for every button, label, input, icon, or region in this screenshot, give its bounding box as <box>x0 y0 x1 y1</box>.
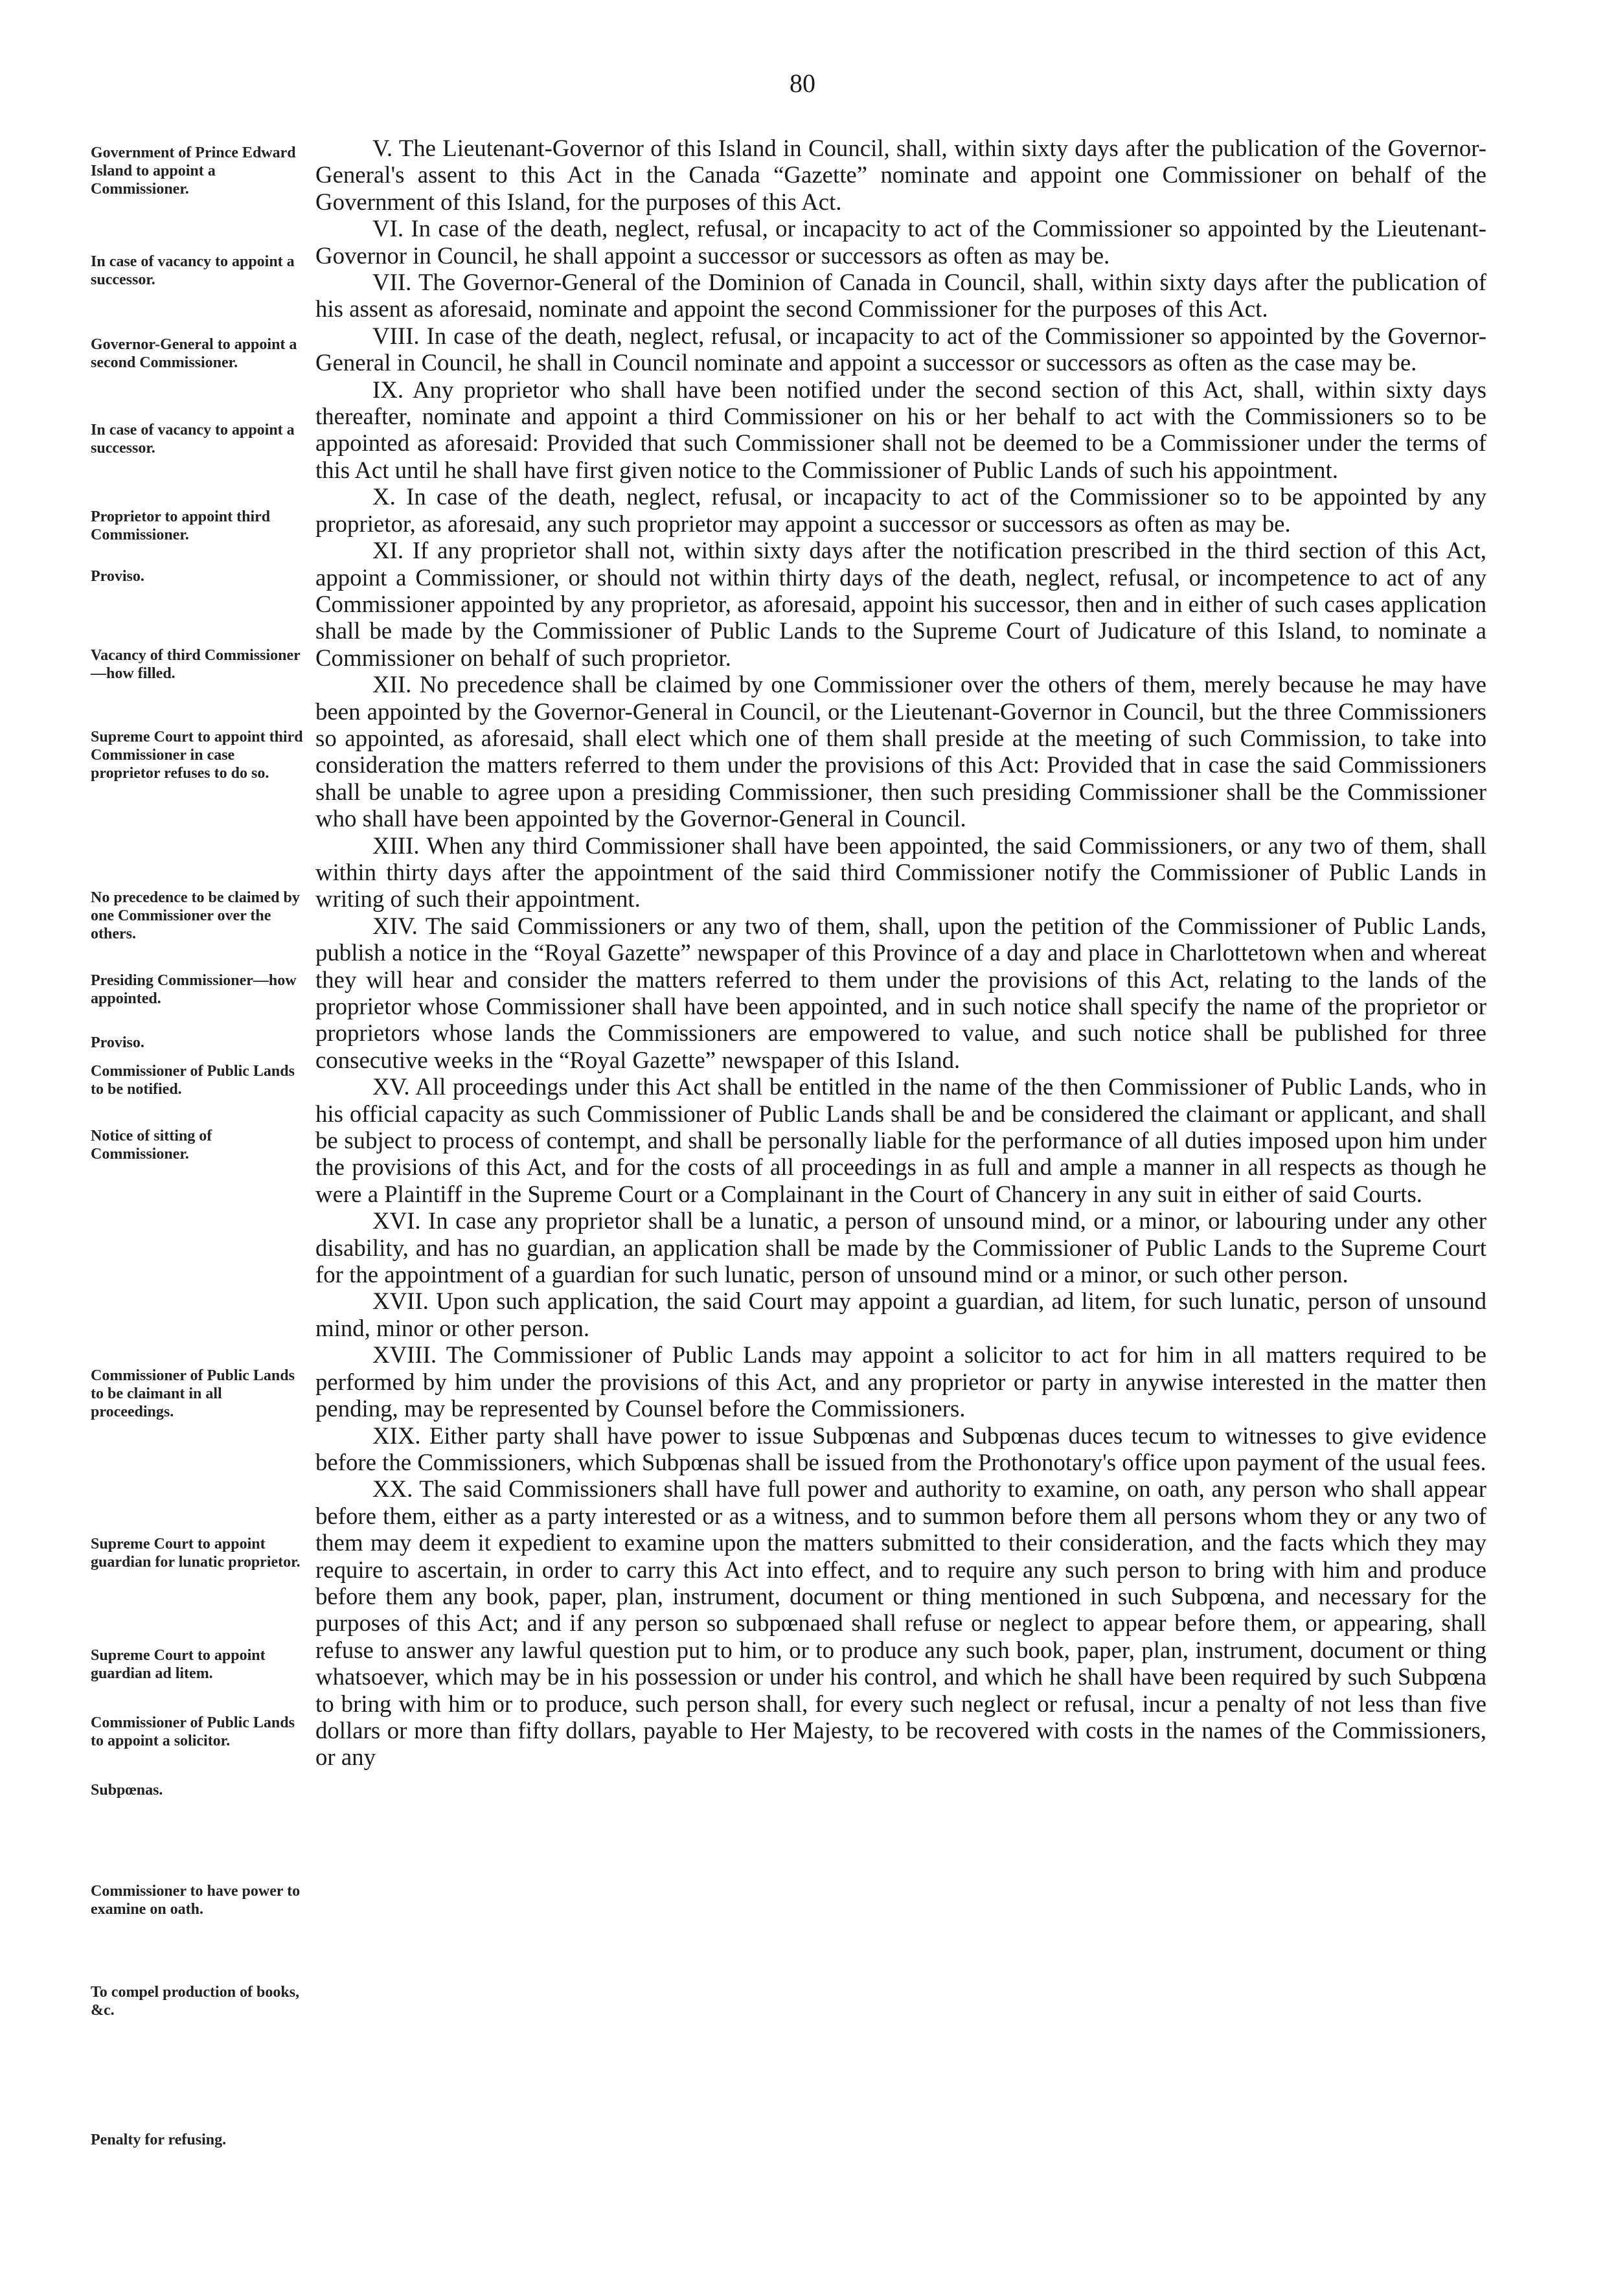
sidenote-claimant: Commissioner of Public Lands to be claimant in all proceedings. <box>91 1367 295 1420</box>
sidenote-governor-general-second: Governor-General to appoint a second Commissioner. <box>91 336 297 371</box>
section-xi: XI. If any proprietor shall not, within sixty days after the notification prescribed in the third section of this Act, appoint a Commissioner, or should not within thirty days of the death, neglect, refusal, or incompetence to act of any Commissioner appointed by any proprietor, as aforesaid, appoint his successor, then and in either of such cases application shall be made by the Commissioner of Public Lands to the Supreme Court of Judicature of this Island, to nominate a Commissioner on behalf of such proprietor. <box>315 537 1486 671</box>
sidenote-proviso: Proviso. <box>91 568 144 585</box>
sidenote-supreme-court-third: Supreme Court to appoint third Commissioner in case proprietor refuses to do so. <box>91 729 303 782</box>
page-number: 80 <box>790 69 815 98</box>
sidenote-penalty: Penalty for refusing. <box>91 2131 227 2148</box>
section-xvi: XVI. In case any proprietor shall be a lunatic, a person of unsound mind, or a minor, or labouring under any other disability, and has no guardian, an application shall be made by the Commissioner of Public Lands to the Supreme Court for the appointment of a guardian for such lunatic, person of unsound mind or a minor, or such other person. <box>315 1207 1486 1288</box>
sidenote-presiding-commissioner: Presiding Commissioner—how appointed. <box>91 972 297 1007</box>
section-xiii: XIII. When any third Commissioner shall have been appointed, the said Commissioners, or any two of them, shall within thirty days after the appointment of the said third Commissioner notify the Commissioner of Public Lands in writing of such their appointment. <box>315 832 1486 913</box>
section-xvii: XVII. Upon such application, the said Court may appoint a guardian, ad litem, for such lunatic, person of unsound mind, minor or other person. <box>315 1288 1486 1341</box>
section-xviii: XVIII. The Commissioner of Public Lands may appoint a solicitor to act for him in all matters required to be performed by him under the provisions of this Act, and any proprietor or party in anywise interested in the matter then pending, may be represented by Counsel before the Commissioners. <box>315 1341 1486 1422</box>
sidenote-no-precedence: No precedence to be claimed by one Commissioner over the others. <box>91 889 300 942</box>
sidenote-vacancy-successor: In case of vacancy to appoint a successor. <box>91 253 295 288</box>
body-text <box>315 135 1486 2272</box>
section-vi: VI. In case of the death, neglect, refusal, or incapacity to act of the Commissioner so appointed by the Lieutenant-Governor in Council, he shall appoint a successor or successors as often as may be. <box>315 215 1486 269</box>
section-viii: VIII. In case of the death, neglect, refusal, or incapacity to act of the Commissioner so appointed by the Governor-General in Council, he shall in Council nominate and appoint a successor or successors as often as the case may be. <box>315 322 1486 376</box>
section-vii: VII. The Governor-General of the Dominion of Canada in Council, shall, within sixty days after the publication of his assent as aforesaid, nominate and appoint the second Commissioner for the purposes of this Act. <box>315 269 1486 323</box>
section-xii: XII. No precedence shall be claimed by one Commissioner over the others of them, merely because he may have been appointed by the Governor-General in Council, or the Lieutenant-Governor in Council, but the three Commissioners so appointed, as aforesaid, shall elect which one of them shall preside at the meeting of such Commission, to take into consideration the matters referred to them under the provisions of this Act: Provided that in case the said Commissioners shall be unable to agree upon a presiding Commissioner, then such presiding Commissioner shall be the Commissioner who shall have been appointed by the Governor-General in Council. <box>315 671 1486 832</box>
section-ix: IX. Any proprietor who shall have been notified under the second section of this Act, shall, within sixty days thereafter, nominate and appoint a third Commissioner on his or her behalf to act with the Commissioners so to be appointed as aforesaid: Provided that such Commissioner shall not be deemed to be a Commissioner under the terms of this Act until he shall have first given notice to the Commissioner of Public Lands of such his appointment. <box>315 376 1486 483</box>
section-v: V. The Lieutenant-Governor of this Island in Council, shall, within sixty days after the publication of the Governor-General's assent to this Act in the Canada “Gazette” nominate and appoint one Commissioner on behalf of the Government of this Island, for the purposes of this Act. <box>315 135 1486 215</box>
section-xix: XIX. Either party shall have power to issue Subpœnas and Subpœnas duces tecum to witnesses to give evidence before the Commissioners, which Subpœnas shall be issued from the Prothonotary's office upon payment of the usual fees. <box>315 1422 1486 1475</box>
section-xx: XX. The said Commissioners shall have full power and authority to examine, on oath, any person who shall appear before them, either as a party interested or as a witness, and to summon before them all persons whom they or any two of them may deem it expedient to examine upon the matters submitted to their consideration, and the facts which they may require to ascertain, in order to carry this Act into effect, and to require any such person to bring with him and produce before them any book, paper, plan, instrument, document or thing mentioned in such Subpœna, and necessary for the purposes of this Act; and if any person so subpœnaed shall refuse or neglect to appear before them, or appearing, shall refuse to answer any lawful question put to him, or to produce any such book, paper, plan, instrument, document or thing whatsoever, which may be in his possession or under his control, and which he shall have been required by such Subpœna to bring with him or to produce, such person shall, for every such neglect or refusal, incur a penalty of not less than five dollars or more than fifty dollars, payable to Her Majesty, to be recovered with costs in the names of the Commissioners, or any <box>315 1475 1486 1771</box>
sidenote-guardian-lunatic: Supreme Court to appoint guardian for lunatic proprietor. <box>91 1536 301 1571</box>
sidenote-examine-oath: Commissioner to have power to examine on oath. <box>91 1883 301 1918</box>
sidenote-proprietor-third: Proprietor to appoint third Commissioner. <box>91 508 271 543</box>
sidenote-government-pei: Government of Prince Edward Island to appoint a Commissioner. <box>91 144 296 198</box>
sidenote-notice-sitting: Notice of sitting of Commissioner. <box>91 1128 212 1163</box>
sidenote-public-lands-notified: Commissioner of Public Lands to be notified. <box>91 1063 295 1098</box>
sidenote-solicitor: Commissioner of Public Lands to appoint a solicitor. <box>91 1714 295 1749</box>
section-xv: XV. All proceedings under this Act shall be entitled in the name of the then Commissioner of Public Lands, who in his official capacity as such Commissioner of Public Lands shall be and be considered the claimant or applicant, and shall be subject to process of contempt, and shall be personally liable for the performance of all duties imposed upon him under the provisions of this Act, and for the costs of all proceedings in as full and ample a manner in all respects as though he were a Plaintiff in the Supreme Court or a Complainant in the Court of Chancery in any suit in either of said Courts. <box>315 1073 1486 1207</box>
sidenote-proviso-2: Proviso. <box>91 1034 144 1051</box>
sidenote-subpoenas: Subpœnas. <box>91 1782 163 1799</box>
sidenote-compel-books: To compel production of books, &c. <box>91 1984 300 2019</box>
sidenote-guardian-ad-litem: Supreme Court to appoint guardian ad litem. <box>91 1647 266 1682</box>
sidenote-vacancy-successor-2: In case of vacancy to appoint a successor. <box>91 422 295 457</box>
sidenote-vacancy-third: Vacancy of third Commissioner—how filled. <box>91 647 301 682</box>
section-xiv: XIV. The said Commissioners or any two of them, shall, upon the petition of the Commissioner of Public Lands, publish a notice in the “Royal Gazette” newspaper of this Province of a day and place in Charlottetown when and whereat they will hear and consider the matters referred to them under the provisions of this Act, relating to the lands of the proprietor whose Commissioner shall have been appointed, and in such notice shall specify the name of the proprietor or proprietors whose lands the Commissioners are empowered to value, and such notice shall be published for three consecutive weeks in the “Royal Gazette” newspaper of this Island. <box>315 912 1486 1073</box>
section-x: X. In case of the death, neglect, refusal, or incapacity to act of the Commissioner so to be appointed by any proprietor, as aforesaid, any such proprietor may appoint a successor or successors as often as may be. <box>315 483 1486 537</box>
